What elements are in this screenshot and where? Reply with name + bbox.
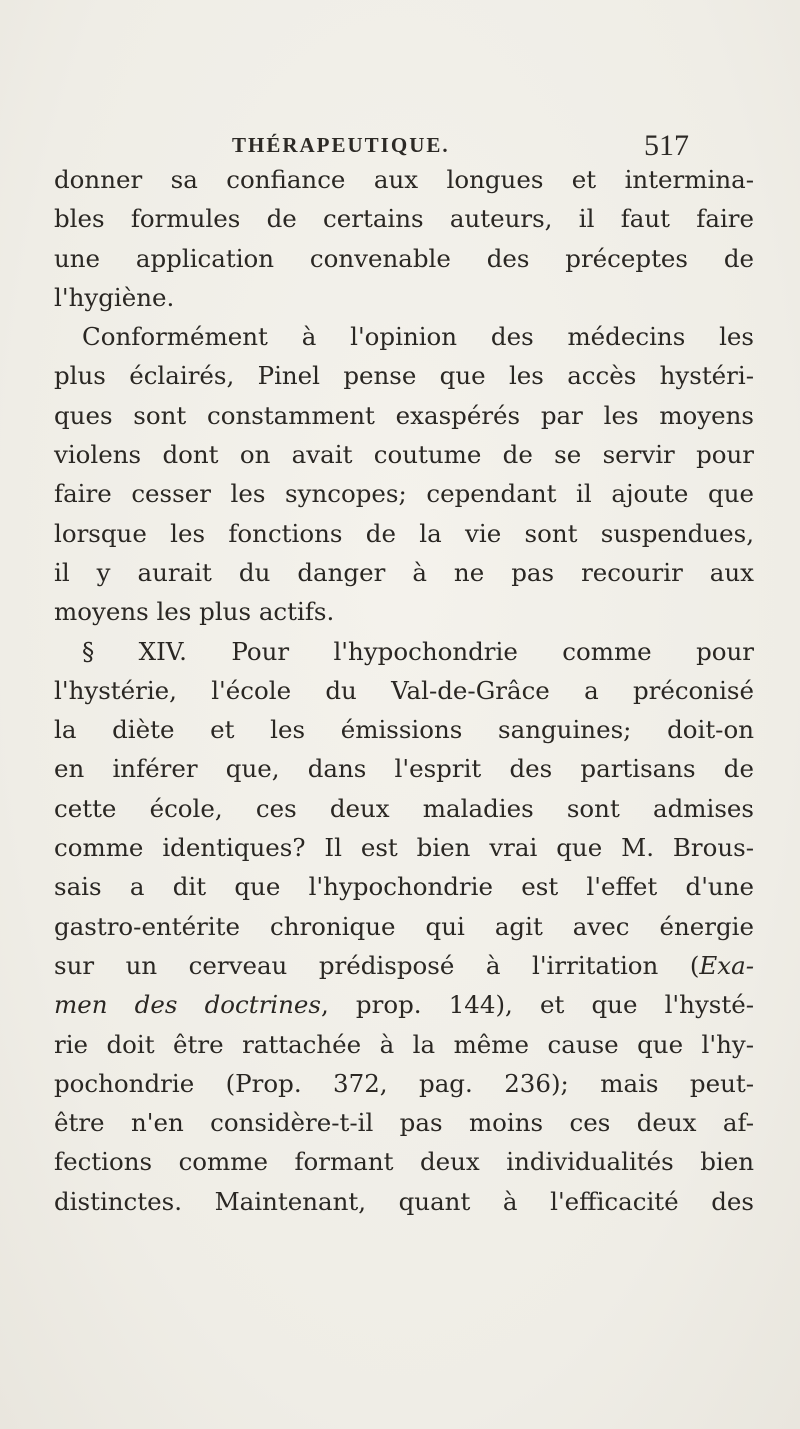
text-line: rie doit être rattachée à la même cause que l'hy-	[54, 1029, 754, 1059]
text-line: une application convenable des préceptes de	[54, 243, 754, 273]
italic-citation: Exa-	[699, 950, 754, 980]
text-line: l'hygiène.	[54, 282, 175, 312]
text-line: gastro-entérite chronique qui agit avec énergie	[54, 911, 754, 941]
text-line: violens dont on avait coutume de se servir pour	[54, 440, 754, 470]
text-line	[54, 985, 754, 1024]
text-line	[54, 946, 754, 985]
text-line: ques sont constamment exaspérés par les moyens	[54, 400, 754, 430]
text-line: lorsque les fonctions de la vie sont suspendues,	[54, 518, 754, 548]
text-line: cette école, ces deux maladies sont admises	[54, 793, 754, 823]
text-line: moyens les plus actifs.	[54, 597, 335, 627]
text-line: il y aurait du danger à ne pas recourir aux	[54, 557, 754, 587]
text-line: distinctes. Maintenant, quant à l'efficacité des	[54, 1186, 754, 1216]
text-run: sur un cerveau prédisposé à l'irritation (	[54, 950, 700, 980]
text-line: être n'en considère-t-il pas moins ces deux af-	[54, 1108, 754, 1138]
text-line: sais a dit que l'hypochondrie est l'effet d'une	[54, 872, 754, 902]
page-number: 517	[644, 129, 689, 162]
running-title: THÉRAPEUTIQUE.	[232, 133, 450, 157]
text-line: l'hystérie, l'école du Val-de-Grâce a préconisé	[54, 675, 754, 705]
text-line: donner sa confiance aux longues et intermina-	[54, 165, 754, 194]
italic-citation: men des doctrines	[54, 990, 321, 1020]
section-heading-line: § XIV. Pour l'hypochondrie comme pour	[82, 636, 754, 666]
paragraph-start-line: Conformément à l'opinion des médecins les	[82, 322, 754, 352]
body-text	[54, 160, 754, 1221]
text-line: bles formules de certains auteurs, il faut faire	[54, 204, 754, 234]
text-run: , prop. 144), et que l'hysté-	[320, 990, 754, 1020]
text-line: pochondrie (Prop. 372, pag. 236); mais peut-	[54, 1068, 754, 1098]
text-line: plus éclairés, Pinel pense que les accès hystéri-	[54, 361, 754, 391]
text-line: faire cesser les syncopes; cependant il ajoute que	[54, 479, 754, 509]
text-line: comme identiques? Il est bien vrai que M. Brous-	[54, 833, 754, 863]
text-line: fections comme formant deux individualités bien	[54, 1147, 754, 1177]
text-line: la diète et les émissions sanguines; doit-on	[54, 715, 754, 745]
text-line: en inférer que, dans l'esprit des partisans de	[54, 754, 754, 784]
